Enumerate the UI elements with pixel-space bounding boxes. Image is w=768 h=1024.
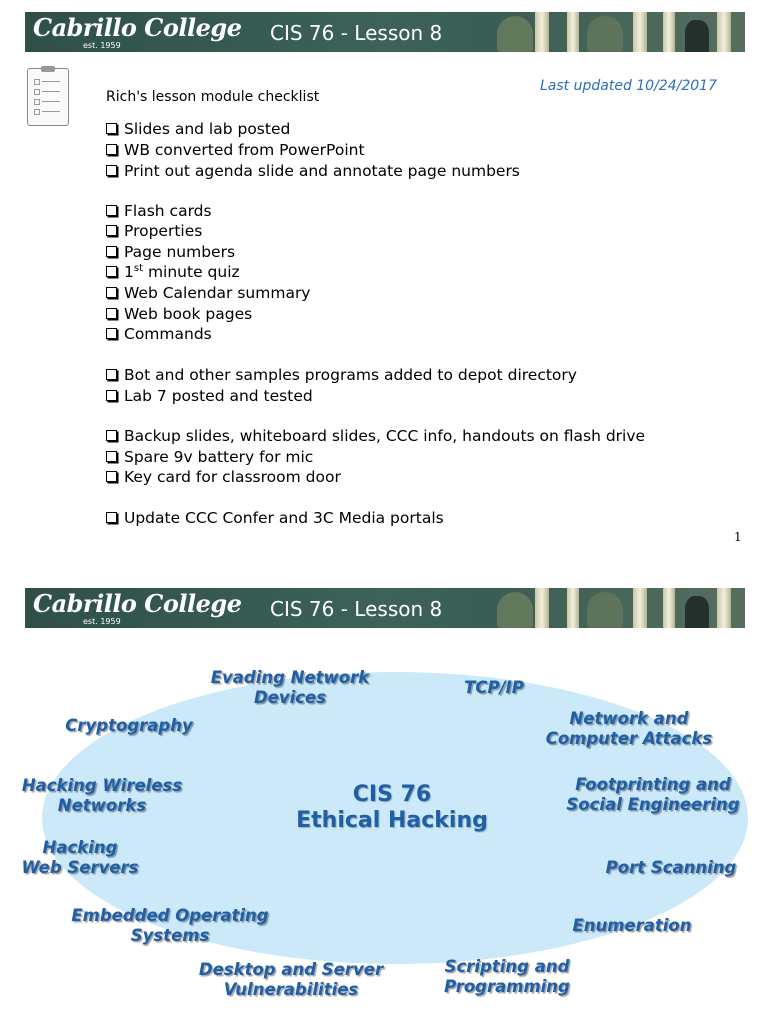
checklist-item: Spare 9v battery for mic [106,448,313,467]
checkbox-icon [106,512,117,523]
campus-photo [495,12,745,52]
checklist-item: Page numbers [106,243,235,262]
checklist-item: 1st minute quiz [106,263,240,282]
checkbox-icon [106,144,117,155]
checklist-item: WB converted from PowerPoint [106,141,365,160]
college-logo-est: est. 1959 [83,41,121,50]
checkbox-icon [106,123,117,134]
topic-embedded-operating-systems: Embedded Operating Systems [71,906,269,945]
topic-hacking-wireless-networks: Hacking Wireless Networks [21,776,183,815]
college-logo: Cabrillo College [33,589,242,618]
checkbox-icon [106,165,117,176]
checklist-item: Key card for classroom door [106,468,341,487]
checklist-item: Lab 7 posted and tested [106,387,313,406]
topic-footprinting-social-engineering: Footprinting and Social Engineering [566,775,740,814]
checklist-item: Properties [106,222,202,241]
checkbox-icon [106,430,117,441]
checkbox-icon [106,308,117,319]
checklist-item: Flash cards [106,202,212,221]
topic-evading-network-devices: Evading Network Devices [210,668,370,707]
checklist-item: Web Calendar summary [106,284,310,303]
slide2-banner [25,588,745,628]
topic-enumeration: Enumeration [572,916,692,935]
topic-hacking-web-servers: Hacking Web Servers [21,838,139,877]
course-title: CIS 76 Ethical Hacking [296,782,488,833]
page-number: 1 [734,530,742,544]
slide-title: CIS 76 - Lesson 8 [270,21,443,45]
checkbox-icon [106,287,117,298]
topic-tcpip: TCP/IP [464,678,524,697]
slide1-banner [25,12,745,52]
checkbox-icon [106,246,117,257]
topic-desktop-server-vulnerabilities: Desktop and Server Vulnerabilities [198,960,384,999]
checklist-item: Web book pages [106,305,252,324]
checklist-clipboard-icon [27,68,69,126]
checklist-item: Print out agenda slide and annotate page numbers [106,162,520,181]
checkbox-icon [106,225,117,236]
checklist-item: Backup slides, whiteboard slides, CCC info, handouts on flash drive [106,427,645,446]
slide-title: CIS 76 - Lesson 8 [270,597,443,621]
campus-photo [495,588,745,628]
topic-scripting-programming: Scripting and Programming [444,957,570,996]
checklist-heading: Rich's lesson module checklist [106,89,320,105]
checklist-item: Commands [106,325,212,344]
checkbox-icon [106,266,117,277]
checkbox-icon [106,390,117,401]
college-logo-est: est. 1959 [83,617,121,626]
last-updated: Last updated 10/24/2017 [540,78,717,94]
topic-port-scanning: Port Scanning [605,858,737,877]
checklist-item: Bot and other samples programs added to depot directory [106,366,577,385]
checklist-item: Slides and lab posted [106,120,290,139]
checkbox-icon [106,328,117,339]
checkbox-icon [106,369,117,380]
topic-network-computer-attacks: Network and Computer Attacks [545,709,713,748]
topic-cryptography: Cryptography [65,716,193,735]
checkbox-icon [106,205,117,216]
checklist-item: Update CCC Confer and 3C Media portals [106,509,444,528]
checkbox-icon [106,451,117,462]
college-logo: Cabrillo College [33,13,242,42]
checkbox-icon [106,471,117,482]
